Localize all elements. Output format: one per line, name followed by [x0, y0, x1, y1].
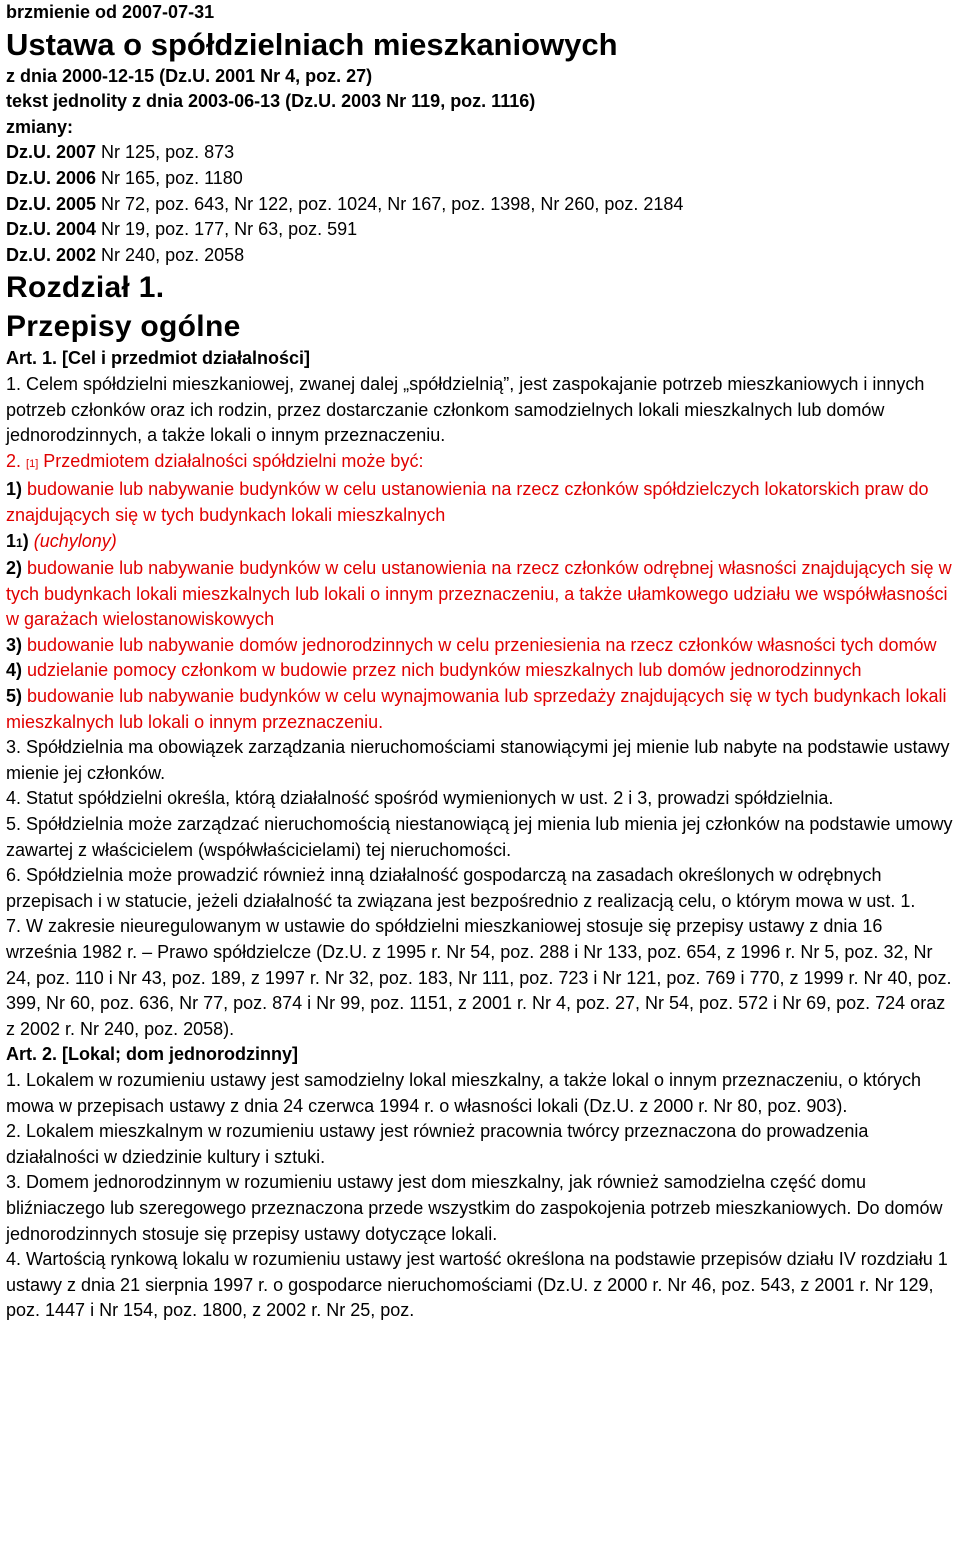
art1-paragraph-2	[6, 449, 954, 478]
change-prefix: Dz.U. 2006	[6, 167, 97, 188]
art2-paragraph-1: 1. Lokalem w rozumieniu ustawy jest samodzielny lokal mieszkalny, a także lokal o innym przeznaczeniu, o których mowa w przepisach ustawy z dnia 24 czerwca 1994 r. o własności lokali (Dz.U. z 2000 r. Nr 80, poz. 903).	[6, 1069, 922, 1116]
version-line: brzmienie od 2007-07-31	[6, 2, 215, 22]
art2-heading: Art. 2. [Lokal; dom jednorodzinny]	[6, 1044, 298, 1065]
change-prefix: Dz.U. 2007	[6, 142, 97, 163]
art1-paragraph-3: 3. Spółdzielnia ma obowiązek zarządzania nieruchomościami stanowiącymi jej mienie lub nabyte na podstawie ustawy mienie jej członków.	[6, 737, 950, 783]
item-number: 4)	[6, 660, 23, 681]
chapter-name: Przepisy ogólne	[6, 310, 241, 344]
change-entry	[6, 243, 954, 269]
change-rest: Nr 125, poz. 873	[96, 142, 235, 163]
art1-paragraph-1: 1. Celem spółdzielni mieszkaniowej, zwanej dalej „spółdzielnią”, jest zaspokajanie potrzeb mieszkaniowych i innych potrzeb członków oraz ich rodzin, przez dostarczanie członkom samodzielnych lokali mieszkalnych lub domów jednorodzinnych, a także lokali o innym przeznaczeniu.	[6, 373, 925, 446]
change-entry	[6, 192, 954, 218]
art1-item-2	[6, 556, 954, 633]
item-text: udzielanie pomocy członkom w budowie przez nich budynków mieszkalnych lub domów jednorodzinnych	[27, 660, 862, 681]
art2-paragraph-4: 4. Wartością rynkową lokalu w rozumieniu ustawy jest wartość określona na podstawie przepisów działu IV rozdziału 1 ustawy z dnia 21 sierpnia 1997 r. o gospodarce nieruchomościami (Dz.U. z 2000 r. Nr 46, poz. 543, z 2001 r. Nr 129, poz. 1447 i Nr 154, poz. 1800, z 2002 r. Nr 25, poz.	[6, 1249, 948, 1321]
item-text: budowanie lub nabywanie budynków w celu ustanowienia na rzecz członków odrębnej własności znajdujących się w tych budynkach lokali mieszkalnych lub lokali o innym przeznaczeniu, a także ułamkowego udziału we współwłasności w garażach wielostanowiskowych	[6, 558, 952, 630]
change-prefix: Dz.U. 2002	[6, 244, 97, 265]
art1-item-4	[6, 658, 954, 684]
item-number: 11)	[6, 530, 29, 551]
act-date-line: z dnia 2000-12-15 (Dz.U. 2001 Nr 4, poz. 27)	[6, 65, 373, 86]
art1-paragraph-5: 5. Spółdzielnia może zarządzać nieruchomością niestanowiącą jej mienia lub mienia jej członków na podstawie umowy zawartej z właścicielem (współwłaścicielami) tej nieruchomości.	[6, 814, 953, 860]
art1-paragraph-4: 4. Statut spółdzielni określa, którą działalność spośród wymienionych w ust. 2 i 3, prowadzi spółdzielnia.	[6, 788, 834, 809]
item-text: (uchylony)	[33, 530, 117, 551]
changes-label: zmiany:	[6, 116, 74, 137]
change-rest: Nr 240, poz. 2058	[96, 244, 245, 265]
change-rest: Nr 165, poz. 1180	[96, 167, 243, 188]
art1-heading: Art. 1. [Cel i przedmiot działalności]	[6, 348, 311, 369]
item-number: 2)	[6, 558, 23, 579]
change-prefix: Dz.U. 2005	[6, 193, 97, 214]
art1-paragraph-7: 7. W zakresie nieuregulowanym w ustawie do spółdzielni mieszkaniowej stosuje się przepisy ustawy z dnia 16 września 1982 r. – Prawo spółdzielcze (Dz.U. z 1995 r. Nr 54, poz. 288 i Nr 133, poz. 654, z 1996 r. Nr 5, poz. 32, Nr 24, poz. 110 i Nr 43, poz. 189, z 1997 r. Nr 32, poz. 183, Nr 111, poz. 723 i Nr 121, poz. 769 i 770, z 1999 r. Nr 40, poz. 399, Nr 60, poz. 636, Nr 77, poz. 874 i Nr 99, poz. 1151, z 2001 r. Nr 4, poz. 27, Nr 54, poz. 572 i Nr 69, poz. 724 oraz z 2002 r. Nr 240, poz. 2058).	[6, 916, 952, 1039]
change-entry	[6, 217, 954, 243]
item-text: budowanie lub nabywanie budynków w celu ustanowienia na rzecz członków spółdzielczych lokatorskich praw do znajdujących się w tych budynkach lokali mieszkalnych	[6, 479, 929, 525]
art2-paragraph-2: 2. Lokalem mieszkalnym w rozumieniu ustawy jest również pracownia twórcy przeznaczona do prowadzenia działalności w dziedzinie kultury i sztuki.	[6, 1121, 869, 1167]
art1-item-5	[6, 684, 954, 735]
art1-item-3	[6, 633, 954, 659]
act-title: Ustawa o spółdzielniach mieszkaniowych	[6, 26, 618, 62]
item-number: 1)	[6, 479, 23, 500]
art2-paragraph-3: 3. Domem jednorodzinnym w rozumieniu ustawy jest dom mieszkalny, jak również samodzielna część domu bliźniaczego lub szeregowego przeznaczona przede wszystkim do zaspokojenia potrzeb mieszkaniowych. Do domów jednorodzinnych stosuje się przepisy ustawy dotyczące lokali.	[6, 1172, 943, 1244]
art1-item-1	[6, 477, 954, 528]
change-rest: Nr 19, poz. 177, Nr 63, poz. 591	[96, 219, 358, 240]
item-number: 3)	[6, 634, 23, 655]
art1-paragraph-6: 6. Spółdzielnia może prowadzić również inną działalność gospodarczą na zasadach określonych w odrębnych przepisach i w statucie, jeżeli działalność ta związana jest bezpośrednio z realizacją celu, o którym mowa w ust. 1.	[6, 865, 916, 911]
item-text: budowanie lub nabywanie domów jednorodzinnych w celu przeniesienia na rzecz członków własności tych domów	[27, 634, 937, 655]
change-entry	[6, 140, 954, 166]
paragraph-text: Przedmiotem działalności spółdzielni może być:	[43, 450, 424, 471]
chapter-number: Rozdział 1.	[6, 271, 165, 305]
change-rest: Nr 72, poz. 643, Nr 122, poz. 1024, Nr 167, poz. 1398, Nr 260, poz. 2184	[96, 193, 684, 214]
footnote-ref[interactable]: [1]	[26, 457, 39, 470]
change-entry	[6, 166, 954, 192]
paragraph-number: 2.	[6, 450, 22, 471]
change-prefix: Dz.U. 2004	[6, 219, 97, 240]
art1-item-1-1	[6, 529, 954, 557]
consolidated-text-line: tekst jednolity z dnia 2003-06-13 (Dz.U. 2003 Nr 119, poz. 1116)	[6, 91, 536, 112]
item-text: budowanie lub nabywanie budynków w celu wynajmowania lub sprzedaży znajdujących się w tych budynkach lokali mieszkalnych lub lokali o innym przeznaczeniu.	[6, 686, 947, 732]
item-number: 5)	[6, 686, 23, 707]
